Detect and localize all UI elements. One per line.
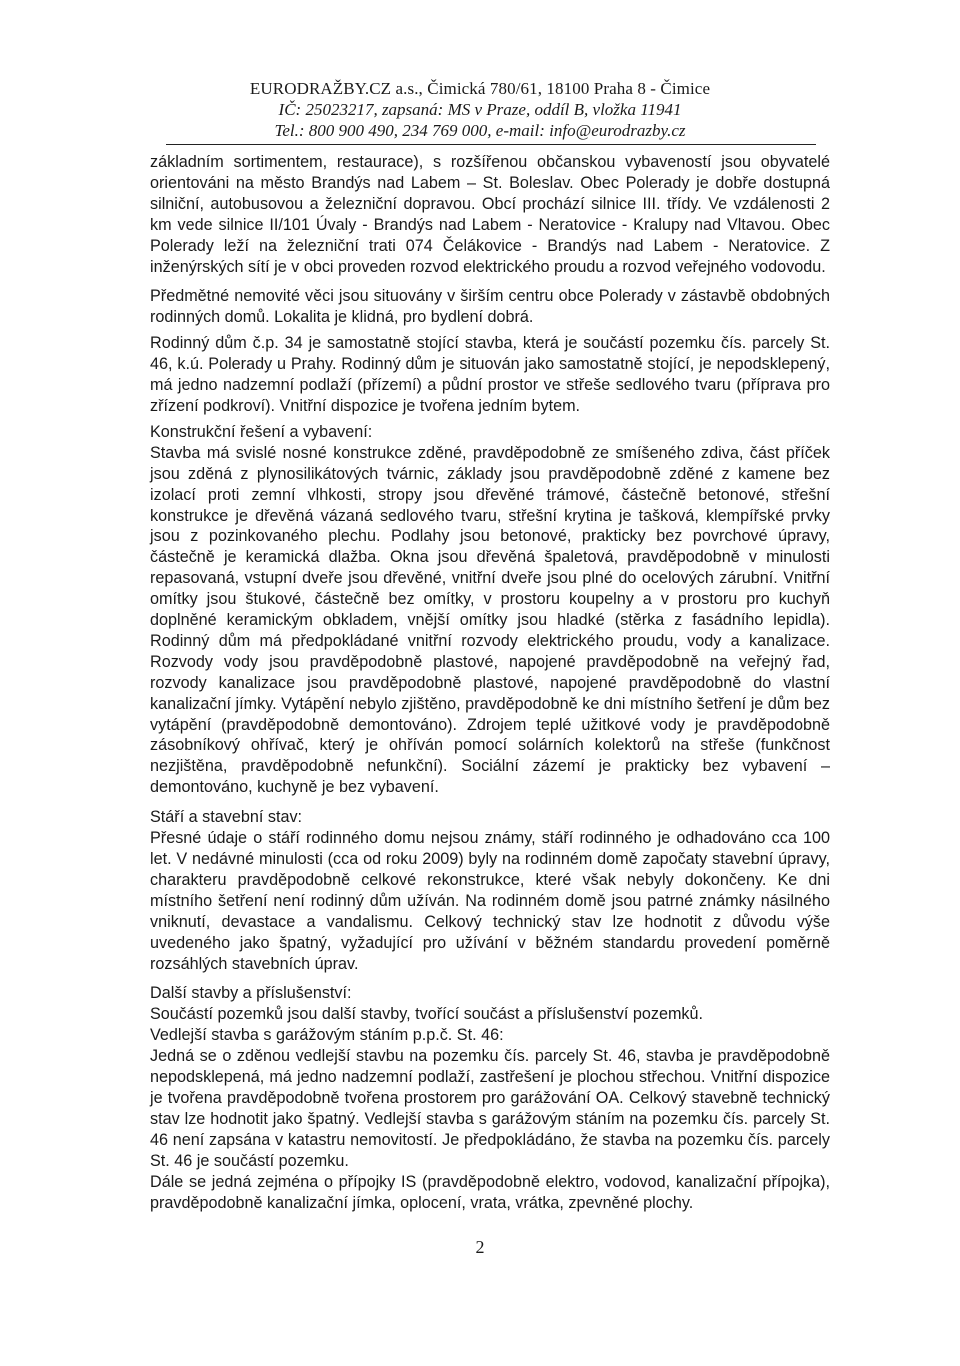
- heading-garage: Vedlejší stavba s garážovým stáním p.p.č. St. 46:: [150, 1026, 504, 1045]
- paragraph-location: základním sortimentem, restaurace), s rozšířenou občanskou vybaveností jsou obyvatelé orientováni na město Brandýs nad Labem – St. Boleslav. Obec Polerady je dobře dostupná silniční, autobusovou a železniční dopravou. Obcí prochází silnice III. třídy. Ve vzdálenosti 2 km vede silnice II/101 Úvaly - Brandýs nad Labem - Neratovice - Kralupy nad Vltavou. Obec Polerady leží na železniční trati 074 Čelákovice - Brandýs nad Labem - Neratovice. Z inženýrských sítí je v obci proveden rozvod elektrického proudu a rozvod veřejného vodovodu.: [150, 153, 830, 276]
- company-registration: IČ: 25023217, zapsaná: MS v Praze, oddíl B, vložka 11941: [278, 100, 682, 119]
- company-address: EURODRAŽBY.CZ a.s., Čimická 780/61, 18100 Praha 8 - Čimice: [249, 79, 711, 98]
- paragraph-garage: Jedná se o zděnou vedlejší stavbu na pozemku čís. parcely St. 46, stavba je pravděpodobně nepodsklepená, má jedno nadzemní podlaží, zastřešení je plochou střechou. Vnitřní dispozice je tvořena pravděpodobně tvořena prostorem pro garážování OA. Celkový stavebně technický stav lze hodnotit jako špatný. Vedlejší stavba s garážovým stáním na pozemku čís. parcely St. 46 není zapsána v katastru nemovitostí. Je předpokládáno, že stavba na pozemku čís. parcely St. 46 je součástí pozemku.: [150, 1047, 830, 1170]
- heading-other-structures: Další stavby a příslušenství:: [150, 984, 352, 1003]
- heading-construction: Konstrukční řešení a vybavení:: [150, 422, 373, 441]
- paragraph-connections: Dále se jedná zejména o přípojky IS (pravděpodobně elektro, vodovod, kanalizační přípojka), pravděpodobně kanalizační jímka, oplocení, vrata, vrátka, zpevněné plochy.: [150, 1172, 830, 1212]
- header-rule: [166, 144, 816, 145]
- paragraph-construction: Stavba má svislé nosné konstrukce zděné, pravděpodobně ze smíšeného zdiva, část příček jsou zděná z plynosilikátových tvárnic, základy jsou pravděpodobně zděné z kamene bez izolací proti zemní vlhkosti, stropy jsou dřevěné trámové, částečně betonové, střešní konstrukce je dřevěná vázaná sedlového tvaru, střešní krytina je tašková, klempířské prvky jsou z pozinkovaného plechu. Podlahy jsou betonové, prakticky bez povrchové úpravy, částečně je keramická dlažba. Okna jsou dřevěná špaletová, pravděpodobně v minulosti repasovaná, vstupní dveře jsou dřevěné, vnitřní dveře jsou plné do ocelových zárubní. Vnitřní omítky jsou štukové, částečně bez omítky, v prostoru koupelny a v prostoru pro kuchyň doplněné keramickým obkladem, vnější omítky jsou hladké (stěrka z fasádního lepidla). Rodinný dům má předpokládané vnitřní rozvody elektrického proudu, vody a kanalizace. Rozvody vody jsou pravděpodobně plastové, napojené pravděpodobně na veřejný řad, rozvody kanalizace jsou pravděpodobně plastové, napojené pravděpodobně do vlastní kanalizační jímky. Vytápění nebylo zjištěno, pravděpodobně ke dni místního šetření je dům bez vytápění (pravděpodobně demontováno). Zdrojem teplé užitkové vody je pravděpodobně zásobníkový ohřívač, který je ohříván pomocí solárních kolektorů na střeše (funkčnost nezjištěna, pravděpodobně nefunkční). Sociální zázemí je prakticky bez vybavení – demontováno, kuchyně je bez vybavení.: [150, 443, 830, 797]
- paragraph-age-condition: Přesné údaje o stáří rodinného domu nejsou známy, stáří rodinného je odhadováno cca 100 let. V nedávné minulosti (cca od roku 2009) byly na rodinném domě započaty stavební úpravy, charakteru pravděpodobně celkové rekonstrukce, které však nebyly dokončeny. Ke dni místního šetření není rodinný dům užíván. Na rodinném domě jsou patrné známky násilného vniknutí, devastace a vandalismu. Celkový technický stav lze hodnotit z důvodu výše uvedeného jako špatný, vyžadující pro užívání v běžném standardu provedení poměrně rozsáhlých stavebních úprav.: [150, 829, 830, 973]
- paragraph-house-description: Rodinný dům č.p. 34 je samostatně stojící stavba, která je součástí pozemku čís. parcely St. 46, k.ú. Polerady u Prahy. Rodinný dům je situován jako samostatně stojící, je nepodsklepený, má jedno nadzemní podlaží (přízemí) a půdní prostor ve střeše sedlového tvaru (příprava pro zřízení podkroví). Vnitřní dispozice je tvořena jedním bytem.: [150, 334, 830, 415]
- paragraph-other-structures: Součástí pozemků jsou další stavby, tvořící součást a příslušenství pozemků.: [150, 1005, 704, 1024]
- page-number: 2: [475, 1237, 485, 1257]
- document-body: [150, 152, 830, 1213]
- company-contact: Tel.: 800 900 490, 234 769 000, e-mail: info@eurodrazby.cz: [274, 121, 686, 140]
- heading-age-condition: Stáří a stavební stav:: [150, 808, 303, 827]
- letterhead: [150, 78, 810, 141]
- paragraph-situation: Předmětné nemovité věci jsou situovány v širším centru obce Polerady v zástavbě obdobných rodinných domů. Lokalita je klidná, pro bydlení dobrá.: [150, 287, 830, 327]
